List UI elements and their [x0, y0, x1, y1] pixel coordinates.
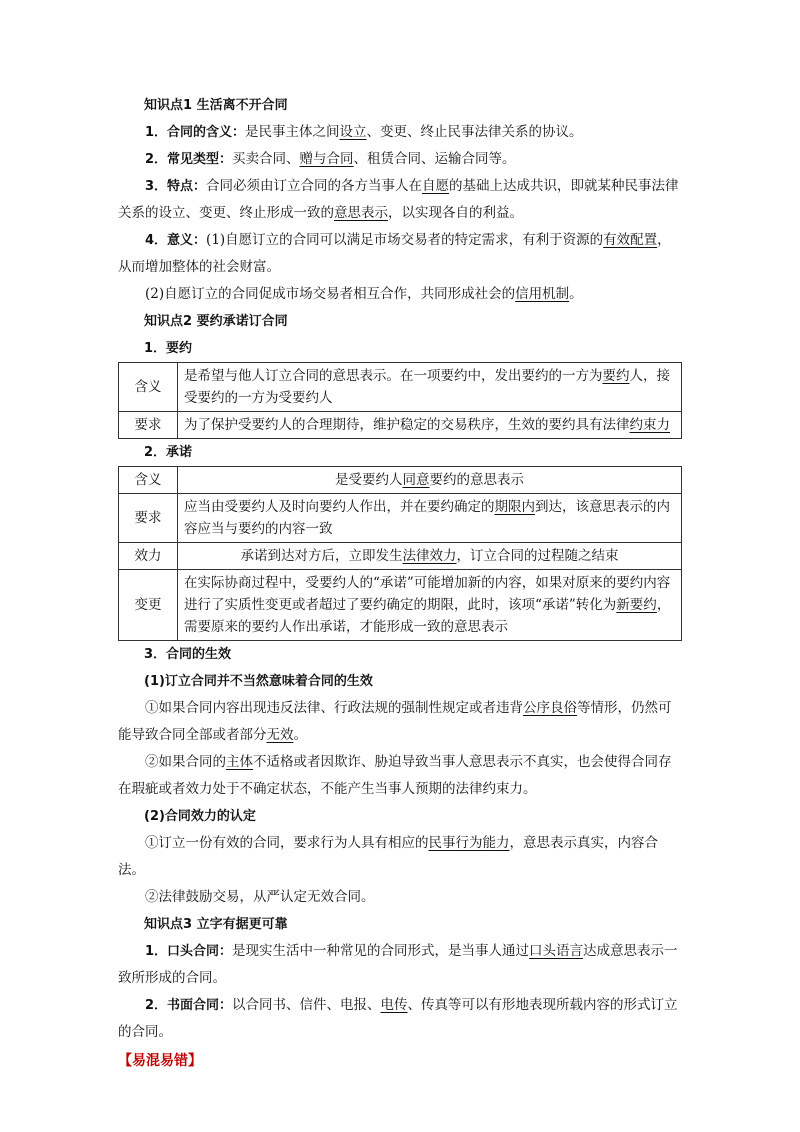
- offer-label-meaning: 含义: [119, 363, 178, 412]
- offer-meaning-cell: 是希望与他人订立合同的意思表示。在一项要约中，发出要约的一方为要约人，接受要约的一方为受要约人: [178, 363, 682, 412]
- offer-requirement-cell: 为了保护受要约人的合理期待，维护稳定的交易秩序，生效的要约具有法律约束力: [178, 412, 682, 439]
- effect-p1: ①如果合同内容出现违反法律、行政法规的强制性规定或者违背公序良俗等情形，仍然可能导致合同全部或者部分无效。: [118, 700, 672, 743]
- kp3-item1: 1．口头合同：是现实生活中一种常见的合同形式，是当事人通过口头语言达成意思表示一致所形成的合同。: [118, 943, 678, 986]
- accept-change-cell: 在实际协商过程中，受要约人的“承诺”可能增加新的内容，如果对原来的要约内容进行了实质性变更或者超过了要约确定的期限，此时，该项“承诺”转化为新要约，需要原来的要约人作出承诺，才能形成一致的意思表示: [178, 570, 682, 641]
- effect-heading: 3．合同的生效: [144, 647, 232, 662]
- table-row: [119, 467, 682, 494]
- effect-p4: ②法律鼓励交易，从严认定无效合同。: [145, 889, 375, 905]
- accept-requirement-cell: 应当由受要约人及时向要约人作出，并在要约确定的期限内到达，该意思表示的内容应当与要约的内容一致: [178, 494, 682, 543]
- table-row: [119, 494, 682, 543]
- offer-label-requirement: 要求: [119, 412, 178, 439]
- kp3-item2: 2．书面合同：以合同书、信件、电报、电传、传真等可以有形地表现所载内容的形式订立的合同。: [118, 997, 678, 1040]
- kp1-title: 知识点1 生活离不开合同: [144, 98, 288, 113]
- effect-p2: ②如果合同的主体不适格或者因欺诈、胁迫导致当事人意思表示不真实，也会使得合同存在瑕疵或者效力处于不确定状态，不能产生当事人预期的法律约束力。: [118, 754, 672, 797]
- offer-table: [118, 362, 682, 439]
- effect-sub1: (1)订立合同并不当然意味着合同的生效: [144, 674, 373, 689]
- kp2-title: 知识点2 要约承诺订合同: [144, 314, 288, 329]
- kp1-item4: 4．意义：(1)自愿订立的合同可以满足市场交易者的特定需求，有利于资源的有效配置，从而增加整体的社会财富。: [118, 232, 671, 275]
- table-row: [119, 570, 682, 641]
- table-row: [119, 363, 682, 412]
- accept-label-change: 变更: [119, 570, 178, 641]
- accept-heading: 2．承诺: [144, 445, 193, 460]
- accept-table: [118, 466, 682, 641]
- table-row: [119, 543, 682, 570]
- table-row: [119, 412, 682, 439]
- effect-p3: ①订立一份有效的合同，要求行为人具有相应的民事行为能力，意思表示真实，内容合法。: [118, 835, 658, 878]
- kp1-item1: 1．合同的含义：是民事主体之间设立、变更、终止民事法律关系的协议。: [145, 124, 583, 140]
- accept-label-requirement: 要求: [119, 494, 178, 543]
- document-page: [118, 92, 682, 1076]
- kp1-item4b: (2)自愿订立的合同促成市场交易者相互合作，共同形成社会的信用机制。: [145, 286, 583, 302]
- accept-meaning-cell: 是受要约人同意要约的意思表示: [178, 467, 682, 494]
- effect-sub2: (2)合同效力的认定: [144, 809, 256, 824]
- accept-effect-cell: 承诺到达对方后，立即发生法律效力，订立合同的过程随之结束: [178, 543, 682, 570]
- offer-heading: 1．要约: [144, 341, 193, 356]
- kp1-item3: 3．特点：合同必须由订立合同的各方当事人在自愿的基础上达成共识，即就某种民事法律关系的设立、变更、终止形成一致的意思表示，以实现各自的利益。: [118, 178, 679, 221]
- kp1-item2: 2．常见类型：买卖合同、赠与合同、租赁合同、运输合同等。: [145, 151, 516, 167]
- accept-label-effect: 效力: [119, 543, 178, 570]
- kp3-title: 知识点3 立字有据更可靠: [144, 917, 288, 932]
- accept-label-meaning: 含义: [119, 467, 178, 494]
- warning-heading: 【易混易错】: [118, 1053, 202, 1069]
